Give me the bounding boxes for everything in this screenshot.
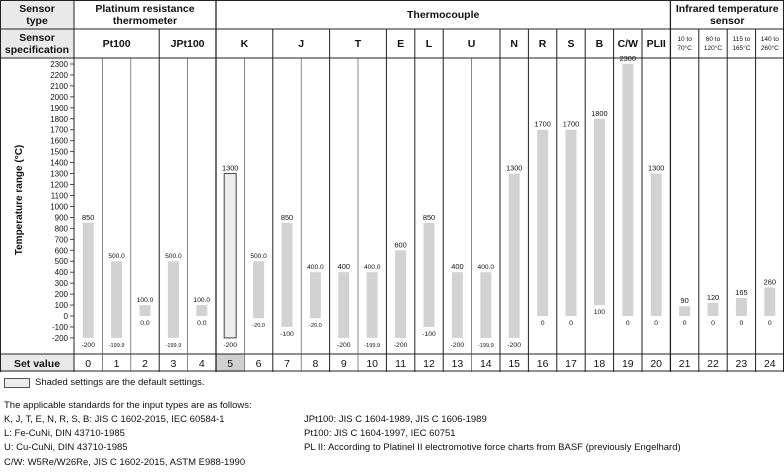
set-value-label: Set value xyxy=(13,358,61,370)
max-label: 2300 xyxy=(619,54,637,63)
range-bar xyxy=(140,305,151,316)
set-value: 19 xyxy=(621,358,634,370)
max-label: 100.0 xyxy=(193,297,211,305)
set-value: 2 xyxy=(142,358,148,370)
min-label: -199.9 xyxy=(477,342,494,349)
y-tick-label: 2300 xyxy=(50,60,68,69)
spec-header-small: 10 to xyxy=(677,36,692,43)
max-label: 120 xyxy=(706,292,720,302)
group-header: Platinum resistance xyxy=(95,3,195,15)
spec-header: K xyxy=(240,38,249,50)
max-label: 260 xyxy=(763,277,776,287)
group-header: Thermocouple xyxy=(407,9,480,21)
max-label: 1300 xyxy=(647,163,665,173)
range-bar xyxy=(736,298,747,316)
set-value: 10 xyxy=(366,358,379,370)
max-label: 400.0 xyxy=(477,264,495,272)
set-value: 20 xyxy=(650,358,663,370)
y-tick-label: 600 xyxy=(54,246,68,256)
spec-header: U xyxy=(467,38,476,50)
standard-line: Pt100: JIS C 1604-1997, IEC 60751 xyxy=(304,428,456,440)
min-label: 0 xyxy=(625,320,630,327)
min-label: -200 xyxy=(450,341,465,349)
range-bar xyxy=(452,272,463,338)
max-label: 90 xyxy=(680,296,689,306)
set-value: 14 xyxy=(479,358,492,370)
range-bar xyxy=(367,272,378,338)
standard-line: L: Fe-CuNi, DIN 43710-1985 xyxy=(4,428,125,440)
sensor-spec-label: specification xyxy=(4,44,70,56)
min-label: 0.0 xyxy=(197,320,207,327)
max-label: 500.0 xyxy=(250,253,267,261)
y-tick-label: 100 xyxy=(54,301,68,311)
y-tick-label: 1600 xyxy=(50,136,68,146)
standards-right xyxy=(304,413,681,456)
spec-header-small: 140 to xyxy=(760,36,779,43)
y-tick-label: 2100 xyxy=(50,81,68,91)
max-label: 1700 xyxy=(534,119,551,129)
spec-header: C/W xyxy=(617,38,639,50)
min-label: -20.0 xyxy=(252,323,265,330)
max-label: 850 xyxy=(422,212,436,222)
set-value: 22 xyxy=(707,358,719,370)
y-tick-label: 1900 xyxy=(50,103,68,113)
max-label: 600 xyxy=(394,240,407,250)
min-label: -200 xyxy=(336,341,351,349)
min-label: -199.9 xyxy=(108,342,125,349)
y-tick-label: 1300 xyxy=(50,169,68,179)
range-bar xyxy=(168,261,179,338)
min-label: -20.0 xyxy=(309,323,322,330)
min-label: -200 xyxy=(393,341,408,349)
spec-header: JPt100 xyxy=(170,38,205,50)
max-label: 500.0 xyxy=(165,253,182,261)
spec-header: Pt100 xyxy=(102,38,131,50)
max-label: 400.0 xyxy=(307,264,324,272)
y-tick-label: 2200 xyxy=(50,70,68,80)
standard-line: PL II: According to Platinel II electromotive force charts from BASF (previously Engelhard) xyxy=(304,442,681,454)
min-label: 0 xyxy=(711,320,715,327)
y-tick-label: 200 xyxy=(54,290,68,300)
set-value: 7 xyxy=(284,358,290,370)
range-bar xyxy=(537,130,548,316)
range-bar xyxy=(651,174,662,316)
max-label: 1300 xyxy=(505,163,523,173)
y-tick-label: 1000 xyxy=(50,202,68,212)
min-label: -199.9 xyxy=(364,342,381,349)
set-value: 15 xyxy=(508,358,521,370)
spec-header: T xyxy=(354,38,362,50)
range-bar xyxy=(282,223,293,327)
standard-line: U: Cu-CuNi, DIN 43710-1985 xyxy=(4,442,128,454)
y-tick-label: 900 xyxy=(54,213,68,223)
min-label: -200 xyxy=(223,341,238,349)
group-header: Infrared temperature xyxy=(675,3,779,15)
range-bar xyxy=(480,272,491,338)
y-tick-label: 1100 xyxy=(50,191,68,201)
y-tick-label: 800 xyxy=(54,224,68,234)
set-value: 18 xyxy=(593,358,606,370)
spec-header: PLII xyxy=(646,38,666,50)
range-bar xyxy=(196,305,207,316)
range-bar xyxy=(224,174,236,338)
y-tick-label: 400 xyxy=(54,268,68,278)
max-label: 1800 xyxy=(591,108,608,118)
min-label: -199.9 xyxy=(165,342,182,349)
min-label: -100 xyxy=(280,330,294,338)
y-tick-label: 700 xyxy=(54,235,68,245)
spec-header: L xyxy=(425,38,433,50)
min-label: 0 xyxy=(682,320,687,327)
standard-line: JPt100: JIS C 1604-1989, JIS C 1606-1989 xyxy=(304,414,487,425)
max-label: 100.0 xyxy=(136,297,154,305)
max-label: 400.0 xyxy=(363,264,381,272)
set-value: 3 xyxy=(170,358,177,370)
spec-header-small: 120°C xyxy=(703,45,723,52)
min-label: 0 xyxy=(540,320,545,327)
range-bar xyxy=(679,306,690,316)
max-label: 165 xyxy=(735,287,748,297)
range-bar xyxy=(622,64,633,316)
y-tick-label: -100 xyxy=(51,322,68,332)
set-value: 24 xyxy=(763,358,776,370)
y-axis-title: Temperature range (°C) xyxy=(14,144,25,256)
spec-header: J xyxy=(298,38,305,50)
range-bar xyxy=(310,272,321,318)
standards-left xyxy=(4,413,245,470)
range-bar xyxy=(253,261,264,318)
spec-header-small: 260°C xyxy=(760,45,779,52)
y-tick-label: 500 xyxy=(54,257,68,267)
range-bar xyxy=(509,174,520,338)
default-swatch-icon xyxy=(4,378,30,388)
y-tick-label: 1700 xyxy=(50,125,68,135)
range-bar xyxy=(594,119,605,305)
spec-header-small: 70°C xyxy=(677,45,692,52)
y-tick-label: 0 xyxy=(63,312,68,321)
min-label: 0.0 xyxy=(140,320,150,327)
spec-header: B xyxy=(595,38,604,50)
max-label: 400 xyxy=(337,262,350,272)
spec-header: E xyxy=(397,38,405,50)
set-value: 6 xyxy=(255,358,262,370)
range-bar xyxy=(338,272,349,338)
min-label: 100 xyxy=(593,309,606,317)
spec-header: R xyxy=(538,38,547,50)
set-value: 4 xyxy=(198,358,205,370)
set-value: 9 xyxy=(340,358,347,370)
spec-header-small: 165°C xyxy=(732,45,751,52)
set-value: 23 xyxy=(735,358,748,370)
min-label: 0 xyxy=(569,320,573,327)
y-tick-label: 1200 xyxy=(50,180,68,190)
range-bar xyxy=(566,130,577,316)
y-tick-label: 2000 xyxy=(50,92,68,102)
min-label: -100 xyxy=(422,330,436,338)
max-label: 1300 xyxy=(221,163,239,173)
standards-intro: The applicable standards for the input types are as follows: xyxy=(4,400,252,411)
y-tick-label: -200 xyxy=(51,333,68,343)
group-header: sensor xyxy=(709,15,745,27)
min-label: 0 xyxy=(739,320,744,327)
set-value: 21 xyxy=(678,358,691,370)
range-bar xyxy=(111,261,122,338)
set-value: 17 xyxy=(565,358,577,370)
min-label: 0 xyxy=(654,320,659,327)
y-tick-label: 300 xyxy=(54,279,68,289)
set-value: 1 xyxy=(113,358,120,370)
set-value: 13 xyxy=(451,358,464,370)
min-label: -200 xyxy=(507,341,522,349)
range-bar xyxy=(424,223,435,327)
sensor-type-label: type xyxy=(26,15,48,27)
max-label: 1700 xyxy=(562,119,580,129)
set-value: 5 xyxy=(227,358,234,370)
max-label: 850 xyxy=(82,212,95,222)
sensor-spec-label: Sensor xyxy=(19,32,55,44)
sensor-type-label: Sensor xyxy=(19,3,55,15)
y-tick-label: 1500 xyxy=(50,147,68,157)
set-value: 12 xyxy=(423,358,435,370)
default-note-text: Shaded settings are the default settings. xyxy=(35,376,205,388)
default-note xyxy=(4,376,205,390)
max-label: 500.0 xyxy=(108,253,125,261)
y-tick-label: 1400 xyxy=(50,158,68,168)
standard-line: C/W: W5Re/W26Re, JIS C 1602-2015, ASTM E988-1990 xyxy=(4,456,246,468)
group-header: thermometer xyxy=(112,15,178,27)
range-bar xyxy=(708,303,719,316)
spec-header: S xyxy=(567,38,575,50)
max-label: 850 xyxy=(280,212,294,222)
max-label: 400 xyxy=(451,262,464,272)
spec-header-small: 60 to xyxy=(705,36,721,43)
spec-header-small: 115 to xyxy=(732,36,751,43)
min-label: 0 xyxy=(767,320,772,327)
y-tick-label: 1800 xyxy=(50,114,68,124)
set-value: 16 xyxy=(536,358,549,370)
standard-line: K, J, T, E, N, R, S, B: JIS C 1602-2015, IEC 60584-1 xyxy=(4,414,225,425)
range-bar xyxy=(764,288,775,316)
set-value: 11 xyxy=(395,358,407,370)
min-label: -200 xyxy=(81,341,96,349)
set-value: 8 xyxy=(312,358,319,370)
range-bar xyxy=(395,250,406,338)
set-value: 0 xyxy=(85,358,92,370)
spec-header: N xyxy=(510,38,518,50)
range-bar xyxy=(83,223,94,338)
